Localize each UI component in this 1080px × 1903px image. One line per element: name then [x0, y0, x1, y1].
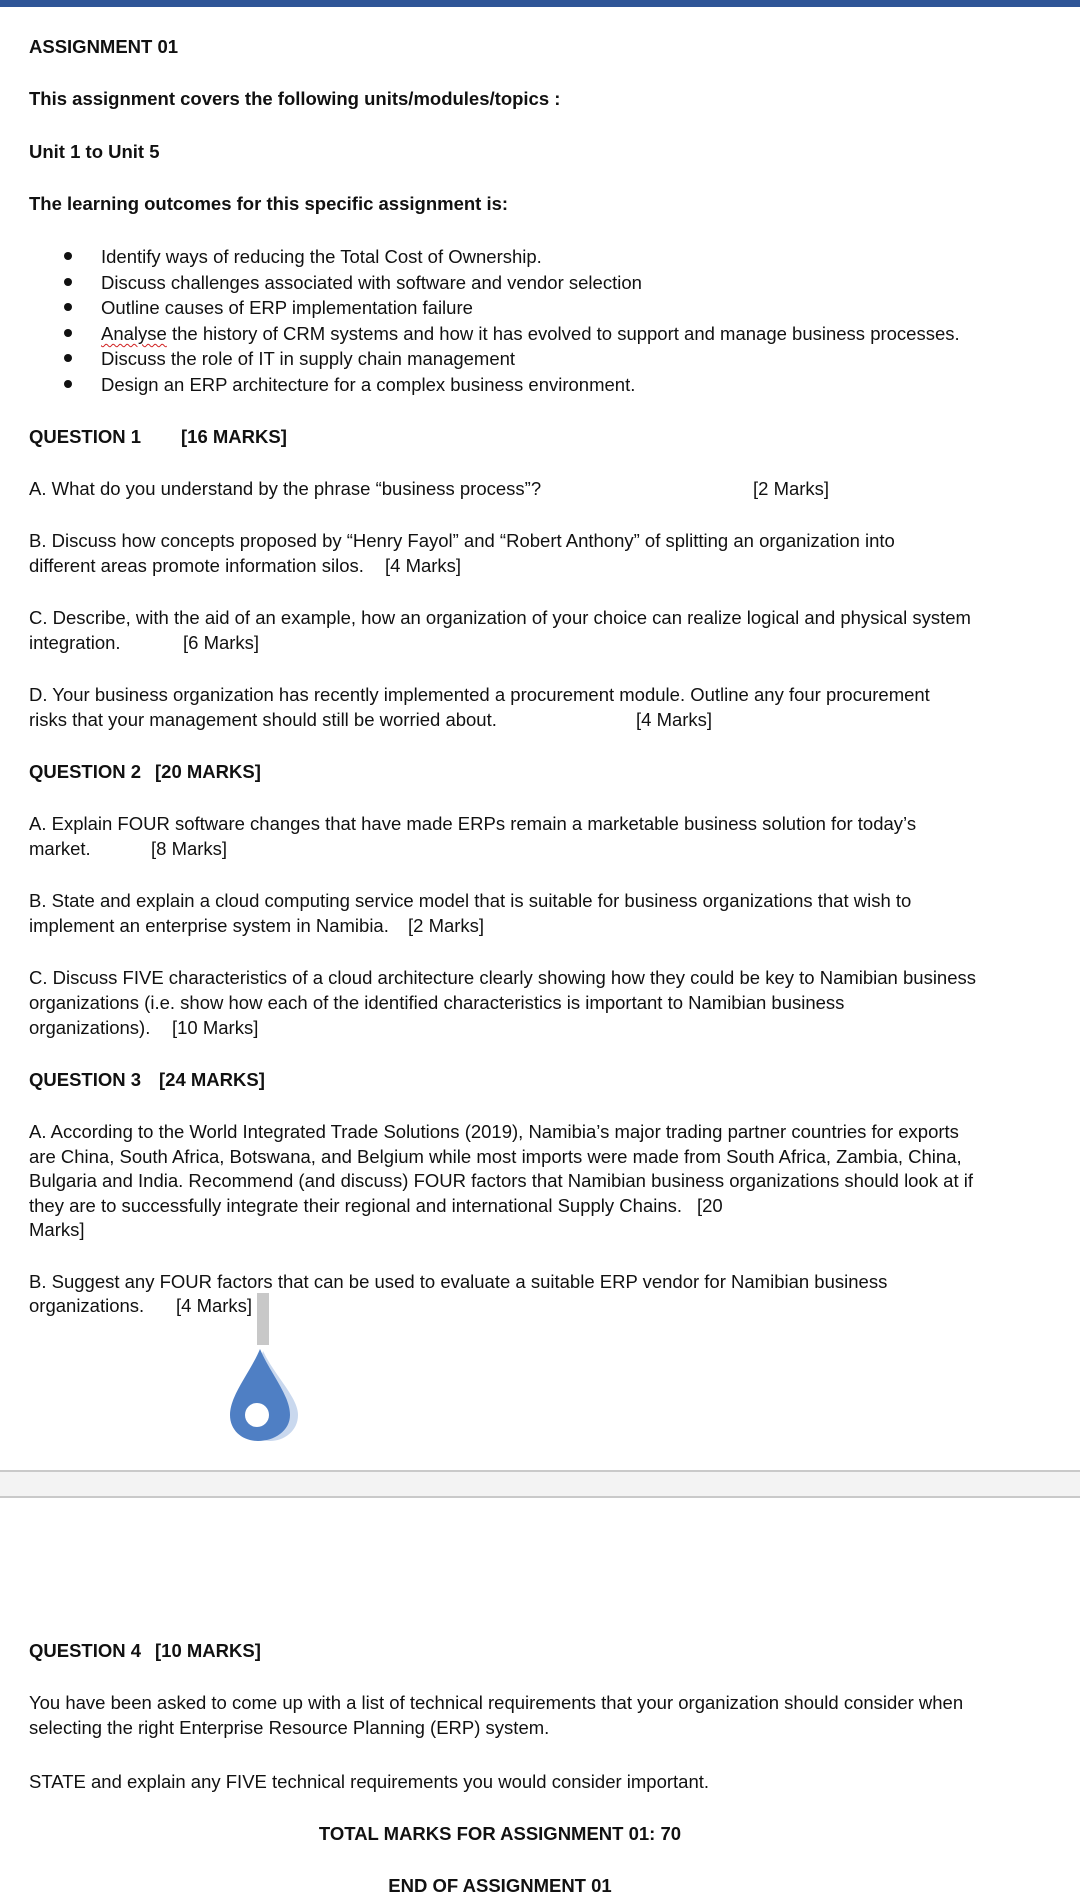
- q1-marks: [16 MARKS]: [181, 426, 287, 447]
- q1d-line2: risks that your management should still be worried about.: [29, 709, 497, 730]
- q4-line2: selecting the right Enterprise Resource Planning (ERP) system.: [29, 1717, 550, 1738]
- q3a-line3: Bulgaria and India. Recommend (and discuss) FOUR factors that Namibian business organizations should look at if: [29, 1170, 973, 1191]
- outcome-item: Identify ways of reducing the Total Cost of Ownership.: [101, 246, 542, 267]
- q1c-marks: [6 Marks]: [183, 632, 260, 653]
- q2a-marks: [8 Marks]: [151, 838, 228, 859]
- q3b-line1: B. Suggest any FOUR factors that can be used to evaluate a suitable ERP vendor for Namibian business: [29, 1271, 888, 1292]
- q2b-line1: B. State and explain a cloud computing service model that is suitable for business organizations that wish to: [29, 890, 912, 911]
- top-accent-bar: [0, 0, 1080, 7]
- q1d-line1: D. Your business organization has recently implemented a procurement module. Outline any four procurement: [29, 684, 930, 705]
- q3a-line1: A. According to the World Integrated Trade Solutions (2019), Namibia’s major trading partner countries for exports: [29, 1121, 959, 1142]
- q1c-line2: integration.: [29, 632, 121, 653]
- outcome-item: [101, 321, 960, 346]
- assignment-title: ASSIGNMENT 01: [29, 36, 179, 57]
- q1c-line1: C. Describe, with the aid of an example, how an organization of your choice can realize logical and physical system: [29, 607, 971, 628]
- q1-heading: QUESTION 1: [29, 426, 142, 447]
- q3a-marks: [20: [697, 1195, 723, 1216]
- q3b-line2: organizations.: [29, 1295, 145, 1316]
- q2a-line1: A. Explain FOUR software changes that have made ERPs remain a marketable business solution for today’s: [29, 813, 917, 834]
- q2a-line2: market.: [29, 838, 91, 859]
- q1b-marks: [4 Marks]: [385, 555, 462, 576]
- covers-heading: This assignment covers the following units/modules/topics :: [29, 88, 561, 109]
- bullet-icon: [64, 329, 72, 337]
- document-page-1: [0, 7, 1080, 1470]
- bullet-icon: [64, 354, 72, 362]
- q2c-line2: organizations (i.e. show how each of the identified characteristics is important to Namibian business: [29, 992, 845, 1013]
- q2-marks: [20 MARKS]: [155, 761, 261, 782]
- outcomes-heading: The learning outcomes for this specific assignment is:: [29, 193, 509, 214]
- outcome-item: Design an ERP architecture for a complex business environment.: [101, 374, 636, 395]
- q2-heading: QUESTION 2: [29, 761, 142, 782]
- outcome-item-rest: the history of CRM systems and how it has evolved to support and manage business processes.: [166, 323, 960, 344]
- q2b-marks: [2 Marks]: [408, 915, 485, 936]
- q4-line1: You have been asked to come up with a list of technical requirements that your organization should consider when: [29, 1692, 964, 1713]
- drop-pin-icon: [228, 1293, 300, 1443]
- q1a-text: A. What do you understand by the phrase “business process”?: [29, 478, 542, 499]
- q2c-line3: organizations).: [29, 1017, 151, 1038]
- q4-heading: QUESTION 4: [29, 1640, 142, 1661]
- q2c-line1: C. Discuss FIVE characteristics of a cloud architecture clearly showing how they could be key to Namibian business: [29, 967, 977, 988]
- q3a-line2: are China, South Africa, Botswana, and Belgium while most imports were made from South Africa, Zambia, China,: [29, 1146, 962, 1167]
- q3-heading: QUESTION 3: [29, 1069, 142, 1090]
- q1a-marks: [2 Marks]: [753, 478, 830, 499]
- q2c-marks: [10 Marks]: [172, 1017, 259, 1038]
- outcome-item: Discuss challenges associated with software and vendor selection: [101, 272, 642, 293]
- bullet-icon: [64, 380, 72, 388]
- spellcheck-word: Analyse: [101, 323, 167, 344]
- q1d-marks: [4 Marks]: [636, 709, 713, 730]
- page-break: [0, 1470, 1080, 1498]
- q2b-line2: implement an enterprise system in Namibia.: [29, 915, 389, 936]
- q1b-line2: different areas promote information silos.: [29, 555, 364, 576]
- bullet-icon: [64, 252, 72, 260]
- q1b-line1: B. Discuss how concepts proposed by “Henry Fayol” and “Robert Anthony” of splitting an organization into: [29, 530, 895, 551]
- q3-marks: [24 MARKS]: [159, 1069, 265, 1090]
- q3a-line4: they are to successfully integrate their regional and international Supply Chains.: [29, 1195, 683, 1216]
- outcome-item: Outline causes of ERP implementation failure: [101, 297, 473, 318]
- outcome-item: Discuss the role of IT in supply chain management: [101, 348, 516, 369]
- bullet-icon: [64, 278, 72, 286]
- location-pin-marker[interactable]: [228, 1293, 300, 1443]
- q4-line3: STATE and explain any FIVE technical requirements you would consider important.: [29, 1771, 710, 1792]
- q3a-marks-cont: Marks]: [29, 1219, 85, 1240]
- q4-marks: [10 MARKS]: [155, 1640, 261, 1661]
- end-of-assignment: END OF ASSIGNMENT 01: [388, 1875, 612, 1896]
- units-text: Unit 1 to Unit 5: [29, 141, 160, 162]
- total-marks: TOTAL MARKS FOR ASSIGNMENT 01: 70: [318, 1823, 682, 1844]
- bullet-icon: [64, 303, 72, 311]
- q3b-marks: [4 Marks]: [176, 1295, 253, 1316]
